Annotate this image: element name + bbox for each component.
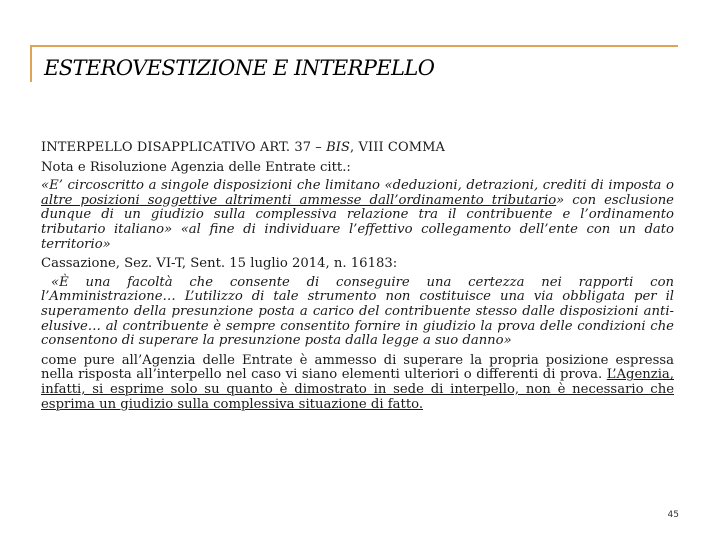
section-heading: [41, 141, 674, 156]
slide-body: [41, 141, 674, 412]
note-line: Nota e Risoluzione Agenzia delle Entrate citt.:: [41, 159, 351, 175]
title-frame-top-line: [30, 45, 678, 47]
quote2-text-2: L’utilizzo di tale strumento non costituisce una via obbligata per il superamento della presunzione posta a carico del contribuente stesso dalle disposizioni anti-elusive… al contribuente è sempre consentito fornire in giudizio la prova delle condizioni che consentono di superare la presunzione posta dalla legge a suo danno: [41, 289, 674, 349]
quote1-underlined: altre posizioni soggettive altrimenti ammesse dall’ordinamento tributario: [41, 192, 557, 208]
quote-cassazione: [41, 276, 674, 349]
closing-paragraph: [41, 354, 674, 412]
cassazione-citation: Cassazione, Sez. VI-T, Sent. 15 luglio 2014, n. 16183:: [41, 256, 398, 272]
closing-underlined: L’Agenzia, infatti, si esprime solo su quanto è dimostrato in sede di interpello, non è necessario che esprima un giudizio sulla complessiva situazione di fatto.: [41, 367, 674, 412]
title-frame-left-line: [30, 45, 32, 82]
quote2-text-1: «È una facoltà che consente di conseguire una certezza nei rapporti con l’Amministrazione…: [41, 274, 674, 305]
quote-agenzia: [41, 179, 674, 252]
quote1-text-2: » con esclusione dunque di un giudizio sulla complessiva relazione tra il contribuente e l’ordinamento tributario italiano» «al fine di individuare l’effettivo collegamento dell’ente con un dato territorio»: [41, 192, 674, 252]
quote2-text-3: »: [503, 333, 512, 349]
heading-text-1: INTERPELLO DISAPPLICATIVO ART. 37 –: [41, 140, 327, 155]
slide-number: 45: [667, 510, 679, 520]
heading-bis: BIS: [326, 140, 351, 155]
quote1-text-1: «E’ circoscritto a singole disposizioni che limitano «deduzioni, detrazioni, crediti di imposta o: [41, 178, 674, 194]
heading-text-2: , VIII COMMA: [350, 140, 446, 155]
slide-title: ESTEROVESTIZIONE E INTERPELLO: [44, 56, 435, 80]
closing-text: come pure all’Agenzia delle Entrate è ammesso di superare la propria posizione espressa nella risposta all’interpello nel caso vi siano elementi ulteriori o differenti di prova.: [41, 352, 674, 383]
